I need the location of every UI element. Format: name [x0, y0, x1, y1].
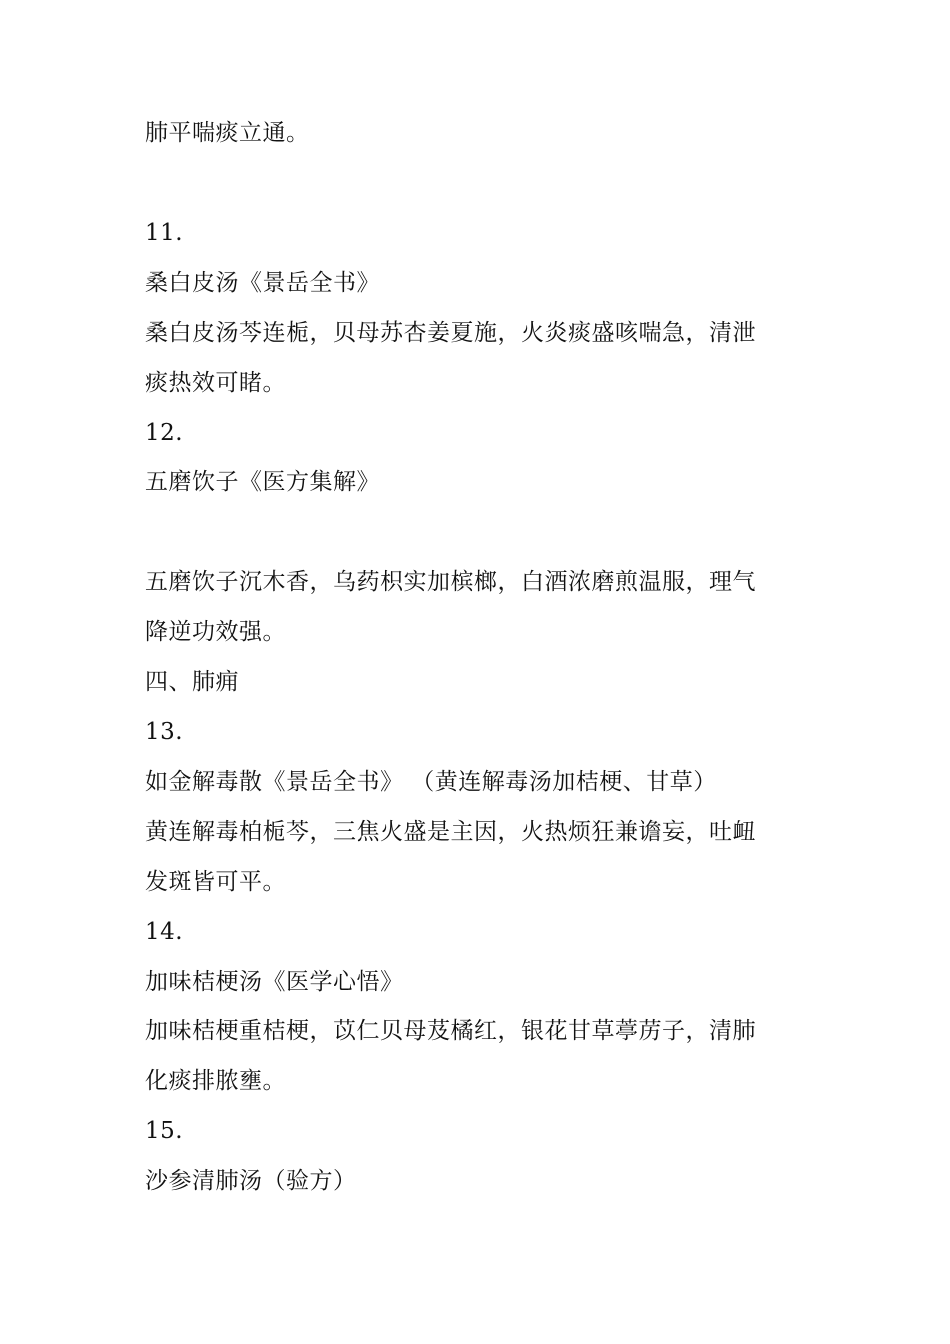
- formula-title: 五磨饮子《医方集解》: [145, 469, 380, 495]
- text-line: 化痰排脓壅。: [145, 1068, 286, 1094]
- text-line: 降逆功效强。: [145, 619, 286, 645]
- text-line: 黄连解毒柏栀芩，三焦火盛是主因，火热烦狂兼谵妄，吐衄: [145, 819, 756, 845]
- section-number: 15.: [145, 1118, 184, 1144]
- section-number: 12.: [145, 420, 184, 446]
- formula-title: 如金解毒散《景岳全书》 （黄连解毒汤加桔梗、甘草）: [145, 769, 717, 795]
- text-line: 肺平喘痰立通。: [145, 120, 310, 146]
- text-line: 发斑皆可平。: [145, 869, 286, 895]
- section-number: 11.: [145, 220, 184, 246]
- formula-title: 桑白皮汤《景岳全书》: [145, 270, 380, 296]
- text-line: 五磨饮子沉木香，乌药枳实加槟榔，白酒浓磨煎温服，理气: [145, 569, 756, 595]
- section-number: 13.: [145, 719, 184, 745]
- text-line: 痰热效可睹。: [145, 370, 286, 396]
- section-heading: 四、肺痈: [145, 669, 239, 695]
- text-line: 桑白皮汤芩连栀，贝母苏杏姜夏施，火炎痰盛咳喘急，清泄: [145, 320, 756, 346]
- text-line: 加味桔梗重桔梗，苡仁贝母芨橘红，银花甘草葶苈子，清肺: [145, 1018, 756, 1044]
- formula-title: 沙参清肺汤（验方）: [145, 1168, 357, 1194]
- section-number: 14.: [145, 919, 184, 945]
- formula-title: 加味桔梗汤《医学心悟》: [145, 969, 404, 995]
